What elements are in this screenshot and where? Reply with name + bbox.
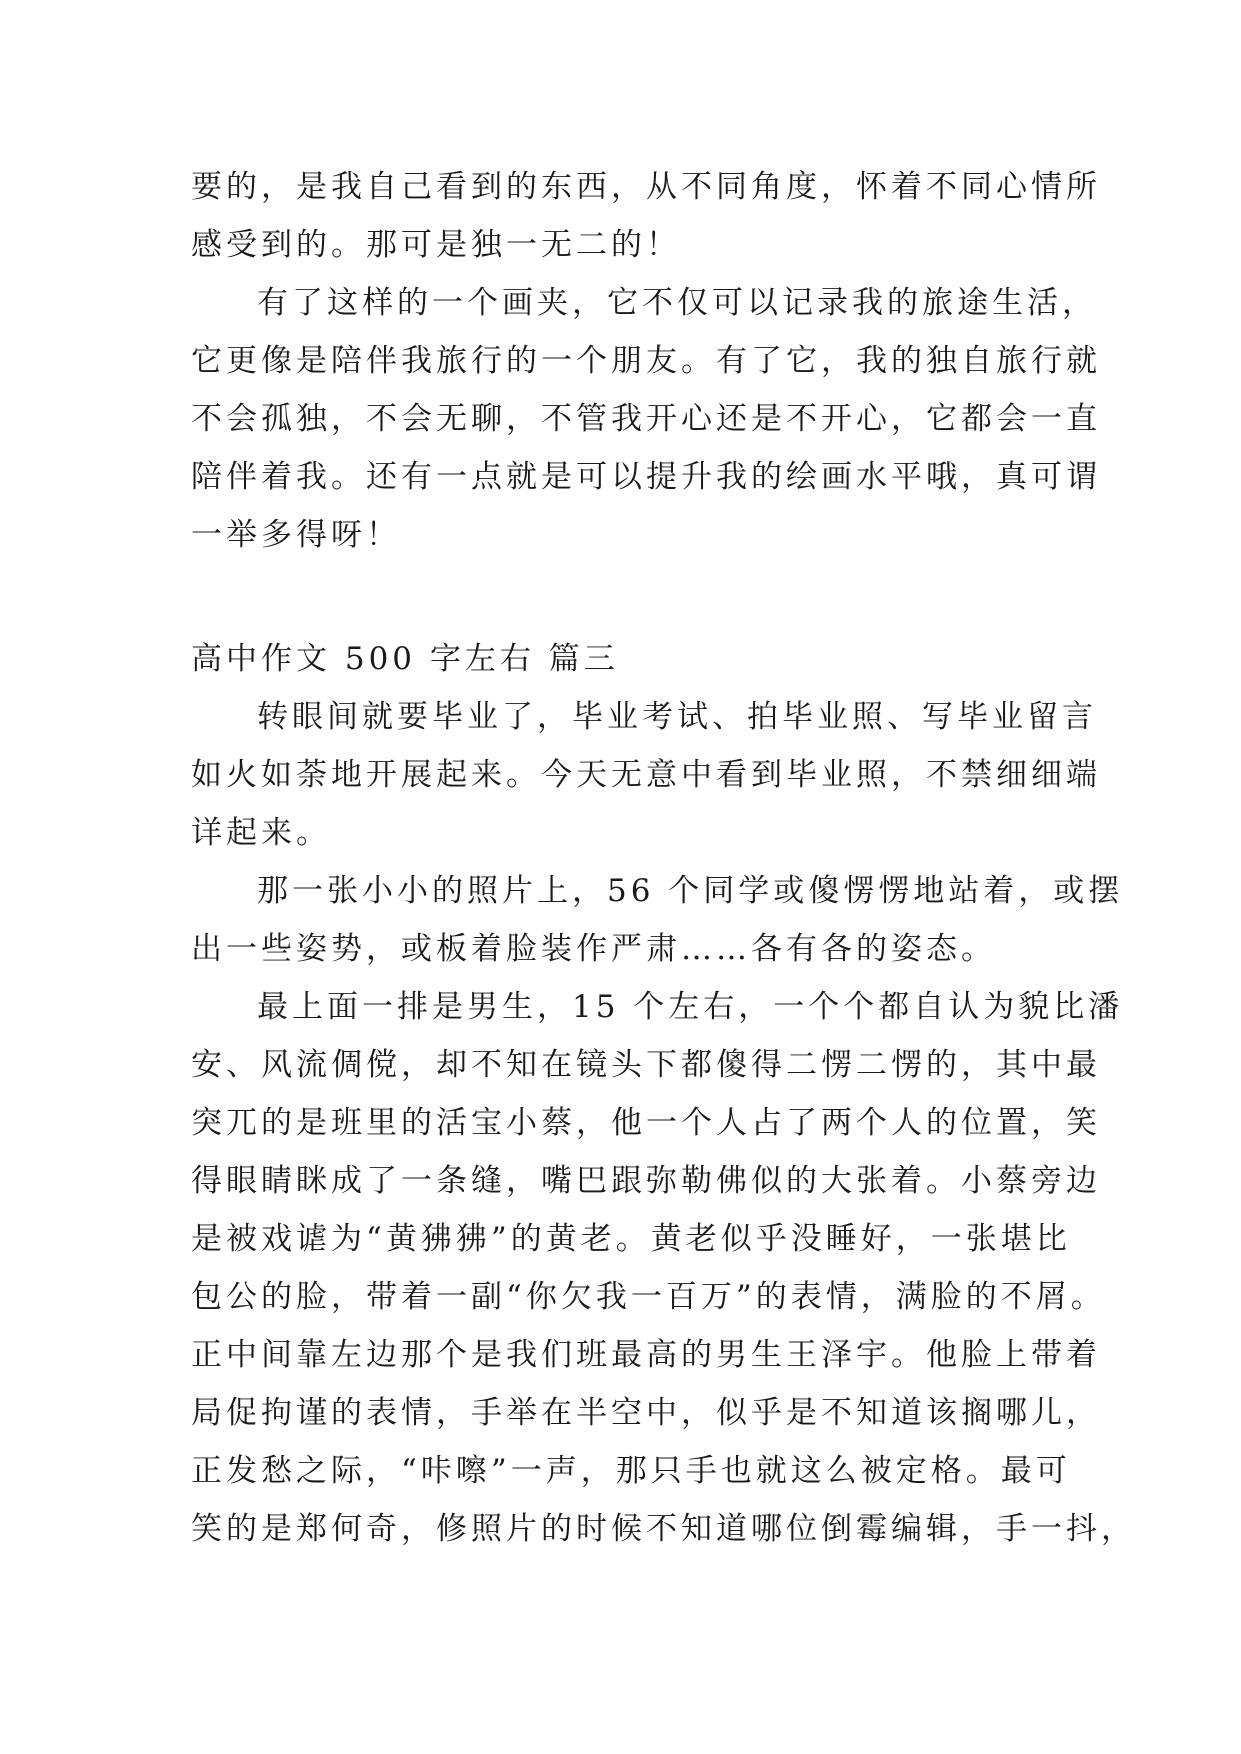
paragraph-5	[191, 978, 1136, 1558]
paragraph-2	[191, 274, 1101, 564]
text-line: 要的，是我自己看到的东西，从不同角度，怀着不同心情所	[191, 169, 1101, 205]
text-line: 出一些姿势，或板着脸装作严肃……各有各的姿态。	[191, 931, 996, 967]
text-line: 安、风流倜傥，却不知在镜头下都傻得二愣二愣的，其中最	[191, 1047, 1101, 1083]
text-line: 如火如荼地开展起来。今天无意中看到毕业照，不禁细细端	[191, 757, 1101, 793]
text-line: 正发愁之际，“咔嚓”一声，那只手也就这么被定格。最可	[191, 1453, 1071, 1489]
text-line: 有了这样的一个画夹，它不仅可以记录我的旅途生活，	[257, 285, 1097, 321]
text-line: 感受到的。那可是独一无二的！	[191, 227, 681, 263]
text-line: 包公的脸，带着一副“你欠我一百万”的表情，满脸的不屑。	[191, 1279, 1106, 1315]
text-line: 它更像是陪伴我旅行的一个朋友。有了它，我的独自旅行就	[191, 343, 1101, 379]
text-line: 详起来。	[191, 815, 331, 851]
section-heading: 高中作文 500 字左右 篇三	[191, 641, 619, 677]
paragraph-3	[191, 688, 1101, 862]
text-line: 正中间靠左边那个是我们班最高的男生王泽宇。他脸上带着	[191, 1337, 1101, 1373]
text-line: 那一张小小的照片上，56 个同学或傻愣愣地站着，或摆	[257, 873, 1124, 909]
text-line: 局促拘谨的表情，手举在半空中，似乎是不知道该搁哪儿，	[191, 1395, 1101, 1431]
text-line: 陪伴着我。还有一点就是可以提升我的绘画水平哦，真可谓	[191, 459, 1101, 495]
text-line: 突兀的是班里的活宝小蔡，他一个人占了两个人的位置，笑	[191, 1105, 1101, 1141]
document-body	[191, 158, 1136, 1558]
text-line: 不会孤独，不会无聊，不管我开心还是不开心，它都会一直	[191, 401, 1101, 437]
text-line: 最上面一排是男生，15 个左右，一个个都自认为貌比潘	[257, 989, 1124, 1025]
text-line: 是被戏谑为“黄狒狒”的黄老。黄老似乎没睡好，一张堪比	[191, 1221, 1071, 1257]
section-spacer	[191, 564, 1071, 630]
paragraph-4	[191, 862, 1124, 978]
text-line: 笑的是郑何奇，修照片的时候不知道哪位倒霉编辑，手一抖，	[191, 1511, 1136, 1547]
text-line: 转眼间就要毕业了，毕业考试、拍毕业照、写毕业留言	[257, 699, 1097, 735]
text-line: 一举多得呀！	[191, 517, 401, 553]
text-line: 得眼睛眯成了一条缝，嘴巴跟弥勒佛似的大张着。小蔡旁边	[191, 1163, 1101, 1199]
paragraph-1	[191, 158, 1101, 274]
